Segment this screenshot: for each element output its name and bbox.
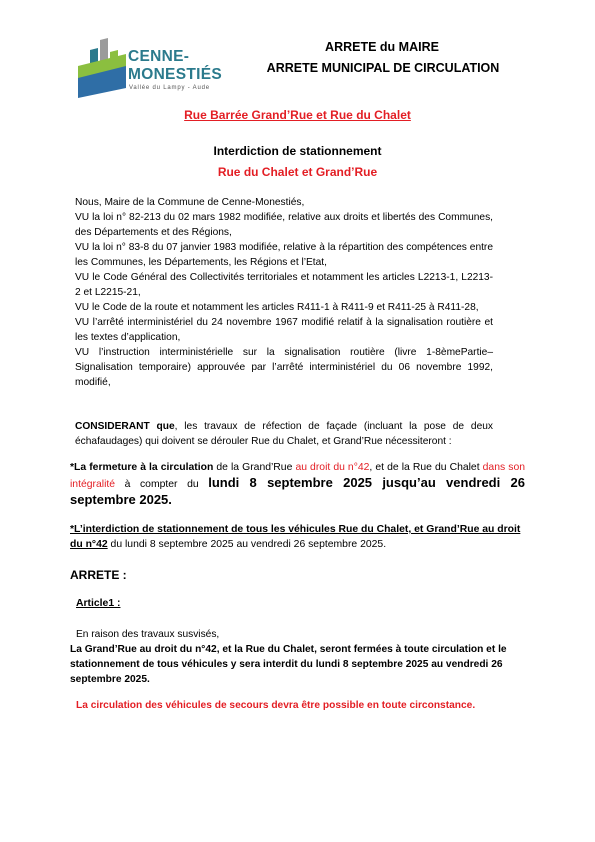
article-heading: Article1 : [76,598,121,609]
article-decision: La Grand’Rue au droit du n°42, et la Rue du Chalet, seront fermées à toute circulation et le stationnement de tous véhicules y sera interdit du lundi 8 septembre 2025 au vendredi 26 septembre 2025. [70,644,507,685]
closure-text: de la Grand’Rue [213,462,296,473]
closure-title: Rue Barrée Grand’Rue et Rue du Chalet [184,108,411,122]
header-title: ARRETE du MAIRE [325,40,439,54]
preamble-line: VU l’arrêté interministériel du 24 novembre 1967 modifié relatif à la signalisation routière et les textes d’application, [75,317,493,343]
considerant-label: CONSIDERANT que [75,421,175,432]
logo-name-line2: MONESTIÉS [128,66,222,83]
logo-tagline: Vallée du Lampy - Aude [129,85,210,91]
emergency-note: La circulation des véhicules de secours devra être possible en toute circonstance. [76,700,476,711]
preamble [75,195,493,390]
preamble-line: Nous, Maire de la Commune de Cenne-Monestiés, [75,197,305,208]
closure-text: , et de la Rue du Chalet [369,462,483,473]
considerant-text: , les travaux de réfection de façade (incluant la pose de deux échafaudages) qui doivent se dérouler Rue du Chalet, et Grand’Rue nécessiteront : [75,421,493,447]
parking-ban-title: Interdiction de stationnement [213,144,382,158]
article-intro: En raison des travaux susvisés, [76,629,220,640]
closure-red-address: au droit du n°42 [295,462,370,473]
parking-paragraph [70,522,525,552]
streets-title: Rue du Chalet et Grand’Rue [217,165,378,179]
commune-logo [76,38,236,100]
logo-name-line1: CENNE- [128,48,190,65]
closure-text: à compter du [115,479,209,490]
considerant [75,419,493,449]
closure-red-extent: dans son intégralité [70,462,525,490]
preamble-line: VU le Code de la route et notamment les articles R411-1 à R411-9 et R411-25 à R411-28, [75,302,479,313]
parking-dates: du lundi 8 septembre 2025 au vendredi 26 septembre 2025. [107,539,387,550]
preamble-line: VU la loi n° 82-213 du 02 mars 1982 modifiée, relative aux droits et libertés des Communes, des Départements et des Régions, [75,212,493,238]
header-subtitle: ARRETE MUNICIPAL DE CIRCULATION [266,61,500,75]
article-body [70,627,528,687]
arrete-heading: ARRETE : [70,568,127,582]
closure-dates: lundi 8 septembre 2025 jusqu’au vendredi 26 septembre 2025. [70,475,525,507]
logo-emblem-icon [76,38,128,100]
preamble-line: VU l’instruction interministérielle sur la signalisation routière (livre 1-8èmePartie– Signalisation temporaire) approuvée par l’arrêté interministériel du 06 novembre 1992, modifié, [75,347,493,388]
preamble-line: VU le Code Général des Collectivités territoriales et notamment les articles L2213-1, L2213-2 et L2215-21, [75,272,493,298]
preamble-line: VU la loi n° 83-8 du 07 janvier 1983 modifiée, relative à la répartition des compétences entre les Communes, les Départements, les Régions et l’Etat, [75,242,493,268]
parking-bold: *L’interdiction de stationnement de tous les véhicules Rue du Chalet, et Grand’Rue au droit du n°42 [70,524,521,550]
closure-bold: *La fermeture à la circulation [70,462,214,473]
closure-paragraph [70,460,525,509]
